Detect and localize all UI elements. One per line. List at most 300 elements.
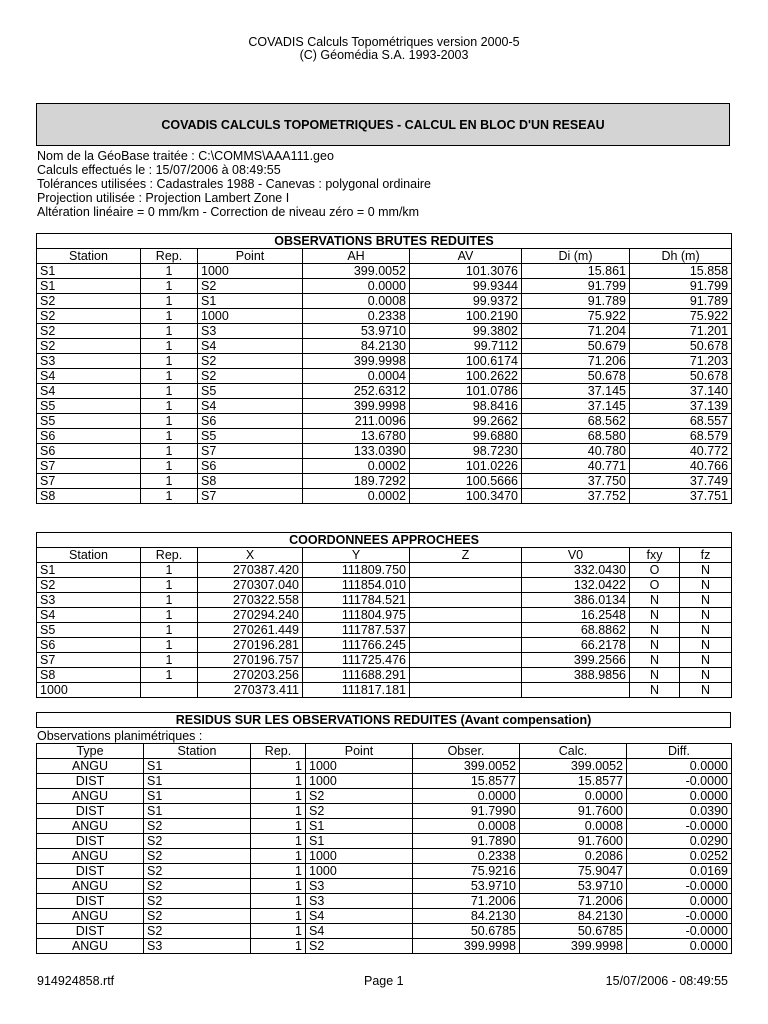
table-cell: S8 bbox=[198, 474, 303, 489]
table-cell: -0.0000 bbox=[627, 819, 732, 834]
table-cell: 91.789 bbox=[522, 294, 630, 309]
table-cell: 1 bbox=[251, 924, 306, 939]
table-cell: 1 bbox=[251, 819, 306, 834]
table-cell: 40.772 bbox=[630, 444, 732, 459]
coordinates-table-title: COORDONNEES APPROCHEES bbox=[37, 533, 732, 548]
table-cell: 1 bbox=[251, 879, 306, 894]
table-cell bbox=[410, 623, 522, 638]
col-point: Point bbox=[198, 249, 303, 264]
table-cell: 1 bbox=[251, 849, 306, 864]
table-cell: 71.2006 bbox=[413, 894, 520, 909]
table-cell: S1 bbox=[144, 804, 251, 819]
table-cell: S4 bbox=[37, 384, 141, 399]
table-cell: 37.145 bbox=[522, 399, 630, 414]
report-title: COVADIS CALCULS TOPOMETRIQUES - CALCUL EN BLOC D'UN RESEAU bbox=[161, 117, 605, 132]
table-cell: 91.7600 bbox=[520, 834, 627, 849]
table-cell: 40.771 bbox=[522, 459, 630, 474]
table-cell: 270373.411 bbox=[198, 683, 303, 698]
table-row bbox=[37, 924, 732, 939]
table-cell: 0.0002 bbox=[303, 459, 410, 474]
table-cell: 0.0008 bbox=[303, 294, 410, 309]
info-date: Calculs effectués le : 15/07/2006 à 08:49:55 bbox=[37, 163, 281, 177]
table-cell: 189.7292 bbox=[303, 474, 410, 489]
table-cell: N bbox=[630, 653, 680, 668]
table-cell: S2 bbox=[144, 879, 251, 894]
table-cell: ANGU bbox=[37, 819, 144, 834]
table-cell: 101.0226 bbox=[410, 459, 522, 474]
table-cell: N bbox=[680, 563, 732, 578]
table-cell: 100.2622 bbox=[410, 369, 522, 384]
table-cell: S1 bbox=[144, 759, 251, 774]
table-cell: 1 bbox=[141, 399, 198, 414]
table-cell: 0.0000 bbox=[627, 789, 732, 804]
table-cell: N bbox=[680, 653, 732, 668]
table-cell: 99.6880 bbox=[410, 429, 522, 444]
table-row bbox=[37, 459, 732, 474]
table-cell: 0.0252 bbox=[627, 849, 732, 864]
col-ah: AH bbox=[303, 249, 410, 264]
table-row bbox=[37, 894, 732, 909]
table-cell: 1 bbox=[141, 578, 198, 593]
table-cell: 68.562 bbox=[522, 414, 630, 429]
table-cell: O bbox=[630, 563, 680, 578]
table-row bbox=[37, 578, 732, 593]
table-cell: S2 bbox=[144, 849, 251, 864]
table-cell: N bbox=[630, 593, 680, 608]
table-cell: O bbox=[630, 578, 680, 593]
table-cell: S2 bbox=[144, 834, 251, 849]
table-cell bbox=[141, 683, 198, 698]
table-cell: S2 bbox=[198, 369, 303, 384]
table-cell: 91.7890 bbox=[413, 834, 520, 849]
document-header-title: COVADIS Calculs Topométriques version 2000-5 bbox=[248, 35, 520, 49]
table-cell: N bbox=[680, 668, 732, 683]
col-rep: Rep. bbox=[141, 548, 198, 563]
table-cell: 0.2086 bbox=[520, 849, 627, 864]
table-cell: S7 bbox=[37, 653, 141, 668]
table-cell: 91.7600 bbox=[520, 804, 627, 819]
table-cell: DIST bbox=[37, 804, 144, 819]
table-row bbox=[37, 429, 732, 444]
table-cell: 1000 bbox=[306, 774, 413, 789]
table-cell: 1 bbox=[141, 384, 198, 399]
table-cell: 50.678 bbox=[630, 369, 732, 384]
table-cell: 99.7112 bbox=[410, 339, 522, 354]
table-cell: S1 bbox=[144, 774, 251, 789]
table-row bbox=[37, 264, 732, 279]
col-calc: Calc. bbox=[520, 744, 627, 759]
table-cell: 0.0004 bbox=[303, 369, 410, 384]
table-cell: 399.9998 bbox=[413, 939, 520, 954]
table-cell: 1 bbox=[141, 444, 198, 459]
table-row bbox=[37, 593, 732, 608]
table-cell: S5 bbox=[198, 429, 303, 444]
table-cell: 1 bbox=[251, 864, 306, 879]
table-cell: -0.0000 bbox=[627, 909, 732, 924]
table-cell: 98.7230 bbox=[410, 444, 522, 459]
table-cell: 13.6780 bbox=[303, 429, 410, 444]
table-cell: S2 bbox=[144, 924, 251, 939]
table-cell: S2 bbox=[37, 339, 141, 354]
table-cell: N bbox=[630, 683, 680, 698]
table-cell: DIST bbox=[37, 924, 144, 939]
table-cell: 84.2130 bbox=[413, 909, 520, 924]
table-cell: ANGU bbox=[37, 759, 144, 774]
table-cell: 68.557 bbox=[630, 414, 732, 429]
table-cell: S7 bbox=[37, 474, 141, 489]
table-row bbox=[37, 668, 732, 683]
table-cell: 0.0000 bbox=[520, 789, 627, 804]
table-cell: 15.8577 bbox=[520, 774, 627, 789]
table-cell: 0.2338 bbox=[413, 849, 520, 864]
table-cell bbox=[410, 668, 522, 683]
table-cell: 91.789 bbox=[630, 294, 732, 309]
table-cell: 270294.240 bbox=[198, 608, 303, 623]
residuals-table bbox=[36, 743, 732, 954]
table-cell: ANGU bbox=[37, 909, 144, 924]
col-rep: Rep. bbox=[251, 744, 306, 759]
table-cell: 84.2130 bbox=[303, 339, 410, 354]
residuals-subtitle: Observations planimétriques : bbox=[37, 729, 203, 743]
observations-table bbox=[36, 233, 732, 504]
table-cell: 1 bbox=[141, 638, 198, 653]
table-cell: 40.780 bbox=[522, 444, 630, 459]
table-row bbox=[37, 849, 732, 864]
col-y: Y bbox=[303, 548, 410, 563]
table-cell: DIST bbox=[37, 894, 144, 909]
table-cell: 1 bbox=[141, 563, 198, 578]
table-cell: 270387.420 bbox=[198, 563, 303, 578]
col-diff: Diff. bbox=[627, 744, 732, 759]
col-station: Station bbox=[37, 548, 141, 563]
table-cell: S5 bbox=[37, 414, 141, 429]
table-cell: S1 bbox=[306, 819, 413, 834]
table-cell: 270322.558 bbox=[198, 593, 303, 608]
table-cell: 270196.757 bbox=[198, 653, 303, 668]
table-cell: 1 bbox=[141, 608, 198, 623]
table-cell: S1 bbox=[144, 789, 251, 804]
table-cell: S2 bbox=[144, 864, 251, 879]
table-cell: 37.145 bbox=[522, 384, 630, 399]
table-cell: 0.0002 bbox=[303, 489, 410, 504]
col-av: AV bbox=[410, 249, 522, 264]
table-cell: 1 bbox=[141, 414, 198, 429]
table-cell bbox=[410, 578, 522, 593]
info-tolerances: Tolérances utilisées : Cadastrales 1988 - Canevas : polygonal ordinaire bbox=[37, 177, 431, 191]
table-cell: 37.752 bbox=[522, 489, 630, 504]
table-cell: -0.0000 bbox=[627, 774, 732, 789]
col-di: Di (m) bbox=[522, 249, 630, 264]
table-cell: 75.922 bbox=[522, 309, 630, 324]
table-row bbox=[37, 909, 732, 924]
col-dh: Dh (m) bbox=[630, 249, 732, 264]
table-cell: S4 bbox=[37, 608, 141, 623]
footer-page-number: Page 1 bbox=[364, 974, 404, 988]
document-header-copyright: (C) Géomédia S.A. 1993-2003 bbox=[299, 48, 469, 62]
table-cell: S5 bbox=[37, 399, 141, 414]
table-cell: 68.580 bbox=[522, 429, 630, 444]
table-cell: S7 bbox=[198, 489, 303, 504]
table-cell: 40.766 bbox=[630, 459, 732, 474]
table-cell: 1 bbox=[141, 279, 198, 294]
coordinates-table bbox=[36, 532, 732, 698]
table-cell: N bbox=[680, 593, 732, 608]
residuals-title-table bbox=[36, 712, 731, 728]
table-cell: 50.6785 bbox=[413, 924, 520, 939]
table-cell: 1 bbox=[141, 429, 198, 444]
table-cell: 270261.449 bbox=[198, 623, 303, 638]
table-cell bbox=[522, 683, 630, 698]
table-cell: 0.0008 bbox=[413, 819, 520, 834]
col-rep: Rep. bbox=[141, 249, 198, 264]
table-cell: 16.2548 bbox=[522, 608, 630, 623]
table-cell: 99.2662 bbox=[410, 414, 522, 429]
table-cell: S2 bbox=[144, 819, 251, 834]
col-v0: V0 bbox=[522, 548, 630, 563]
table-cell: S4 bbox=[306, 924, 413, 939]
table-cell: 1 bbox=[141, 294, 198, 309]
table-cell: 71.204 bbox=[522, 324, 630, 339]
table-cell: 99.9344 bbox=[410, 279, 522, 294]
table-cell: 399.2566 bbox=[522, 653, 630, 668]
table-cell: 1 bbox=[141, 474, 198, 489]
table-row bbox=[37, 324, 732, 339]
table-cell: S6 bbox=[198, 414, 303, 429]
table-cell: S3 bbox=[306, 879, 413, 894]
table-cell: N bbox=[630, 668, 680, 683]
col-station: Station bbox=[144, 744, 251, 759]
table-cell: 1 bbox=[141, 668, 198, 683]
table-cell: 111688.291 bbox=[303, 668, 410, 683]
table-cell: 71.206 bbox=[522, 354, 630, 369]
table-cell: S2 bbox=[37, 578, 141, 593]
table-row bbox=[37, 474, 732, 489]
table-row bbox=[37, 638, 732, 653]
table-row bbox=[37, 563, 732, 578]
report-title-banner bbox=[36, 103, 730, 146]
table-cell: 1 bbox=[141, 324, 198, 339]
table-cell: 15.858 bbox=[630, 264, 732, 279]
table-cell: 1 bbox=[251, 939, 306, 954]
table-row bbox=[37, 369, 732, 384]
table-cell: N bbox=[630, 638, 680, 653]
table-cell: 53.9710 bbox=[303, 324, 410, 339]
table-cell: S2 bbox=[306, 804, 413, 819]
table-cell: S2 bbox=[198, 354, 303, 369]
table-cell: S5 bbox=[198, 384, 303, 399]
table-cell: 99.9372 bbox=[410, 294, 522, 309]
table-cell: DIST bbox=[37, 864, 144, 879]
table-cell: 111804.975 bbox=[303, 608, 410, 623]
table-cell: S4 bbox=[37, 369, 141, 384]
table-cell: 1 bbox=[141, 653, 198, 668]
col-fz: fz bbox=[680, 548, 732, 563]
table-cell: 399.9998 bbox=[303, 354, 410, 369]
table-cell: 1 bbox=[141, 369, 198, 384]
table-row bbox=[37, 414, 732, 429]
table-cell bbox=[410, 683, 522, 698]
table-row bbox=[37, 354, 732, 369]
table-cell: 1 bbox=[141, 354, 198, 369]
table-row bbox=[37, 608, 732, 623]
table-cell: 1 bbox=[141, 593, 198, 608]
table-row bbox=[37, 879, 732, 894]
table-cell: S2 bbox=[144, 894, 251, 909]
table-cell: 1 bbox=[251, 834, 306, 849]
table-cell: 15.8577 bbox=[413, 774, 520, 789]
table-cell: 211.0096 bbox=[303, 414, 410, 429]
calculation-info bbox=[37, 149, 431, 219]
table-cell: 1000 bbox=[306, 864, 413, 879]
table-row bbox=[37, 309, 732, 324]
table-cell: 1 bbox=[141, 264, 198, 279]
table-cell: S1 bbox=[37, 563, 141, 578]
table-cell: S1 bbox=[37, 264, 141, 279]
table-cell: -0.0000 bbox=[627, 924, 732, 939]
table-cell: 0.0000 bbox=[627, 759, 732, 774]
table-cell: 100.3470 bbox=[410, 489, 522, 504]
table-cell: 0.0290 bbox=[627, 834, 732, 849]
table-cell: 91.7990 bbox=[413, 804, 520, 819]
col-station: Station bbox=[37, 249, 141, 264]
table-cell: S1 bbox=[198, 294, 303, 309]
table-cell: 100.5666 bbox=[410, 474, 522, 489]
table-cell: 399.9998 bbox=[520, 939, 627, 954]
table-cell: N bbox=[630, 608, 680, 623]
table-cell: 53.9710 bbox=[520, 879, 627, 894]
table-cell: 98.8416 bbox=[410, 399, 522, 414]
table-cell: 53.9710 bbox=[413, 879, 520, 894]
table-cell: 1 bbox=[141, 489, 198, 504]
footer-datetime: 15/07/2006 - 08:49:55 bbox=[605, 974, 728, 988]
table-cell: S1 bbox=[37, 279, 141, 294]
table-cell: ANGU bbox=[37, 879, 144, 894]
table-cell: 111817.181 bbox=[303, 683, 410, 698]
table-cell: 37.751 bbox=[630, 489, 732, 504]
table-cell: S2 bbox=[37, 294, 141, 309]
table-cell: 84.2130 bbox=[520, 909, 627, 924]
table-cell: S2 bbox=[306, 939, 413, 954]
table-cell: N bbox=[680, 623, 732, 638]
table-cell bbox=[410, 563, 522, 578]
table-cell: 399.0052 bbox=[413, 759, 520, 774]
table-row bbox=[37, 444, 732, 459]
table-cell: S1 bbox=[306, 834, 413, 849]
table-cell: 50.6785 bbox=[520, 924, 627, 939]
table-cell: S2 bbox=[198, 279, 303, 294]
table-cell: 1 bbox=[141, 623, 198, 638]
table-cell: 99.3802 bbox=[410, 324, 522, 339]
table-cell: 111787.537 bbox=[303, 623, 410, 638]
table-cell: 0.2338 bbox=[303, 309, 410, 324]
table-cell: DIST bbox=[37, 774, 144, 789]
observations-table-title: OBSERVATIONS BRUTES REDUITES bbox=[37, 234, 732, 249]
table-cell: 71.201 bbox=[630, 324, 732, 339]
table-cell bbox=[410, 593, 522, 608]
table-row bbox=[37, 864, 732, 879]
table-row bbox=[37, 399, 732, 414]
table-cell: 1 bbox=[251, 789, 306, 804]
table-row bbox=[37, 759, 732, 774]
table-cell: 399.9998 bbox=[303, 399, 410, 414]
table-cell bbox=[410, 653, 522, 668]
table-cell: S6 bbox=[37, 444, 141, 459]
table-cell: S4 bbox=[198, 399, 303, 414]
table-cell: S6 bbox=[198, 459, 303, 474]
table-cell: 37.140 bbox=[630, 384, 732, 399]
table-cell: 1 bbox=[251, 774, 306, 789]
table-cell: 0.0008 bbox=[520, 819, 627, 834]
table-row bbox=[37, 294, 732, 309]
table-row bbox=[37, 819, 732, 834]
table-row bbox=[37, 653, 732, 668]
table-cell: S8 bbox=[37, 489, 141, 504]
table-cell: 68.8862 bbox=[522, 623, 630, 638]
info-alteration: Altération linéaire = 0 mm/km - Correction de niveau zéro = 0 mm/km bbox=[37, 205, 420, 219]
table-cell: 1 bbox=[251, 909, 306, 924]
table-cell: 0.0000 bbox=[627, 939, 732, 954]
table-cell: 91.799 bbox=[522, 279, 630, 294]
table-cell: S3 bbox=[37, 593, 141, 608]
table-cell: S4 bbox=[306, 909, 413, 924]
table-cell: 1 bbox=[141, 459, 198, 474]
table-cell: -0.0000 bbox=[627, 879, 732, 894]
table-cell: 1 bbox=[141, 339, 198, 354]
table-cell: 270307.040 bbox=[198, 578, 303, 593]
table-cell: 1000 bbox=[198, 264, 303, 279]
table-cell: S4 bbox=[198, 339, 303, 354]
table-cell: 37.139 bbox=[630, 399, 732, 414]
table-cell: S5 bbox=[37, 623, 141, 638]
table-row bbox=[37, 804, 732, 819]
table-cell: 75.9216 bbox=[413, 864, 520, 879]
col-x: X bbox=[198, 548, 303, 563]
table-cell: 50.678 bbox=[630, 339, 732, 354]
table-row bbox=[37, 683, 732, 698]
table-row bbox=[37, 339, 732, 354]
table-cell: 75.922 bbox=[630, 309, 732, 324]
table-cell: 1 bbox=[251, 894, 306, 909]
table-row bbox=[37, 789, 732, 804]
table-cell: 101.0786 bbox=[410, 384, 522, 399]
table-cell: 332.0430 bbox=[522, 563, 630, 578]
table-cell: 399.0052 bbox=[303, 264, 410, 279]
info-geobase: Nom de la GéoBase traitée : C:\COMMS\AAA111.geo bbox=[37, 149, 334, 163]
table-cell: ANGU bbox=[37, 939, 144, 954]
table-cell: 37.750 bbox=[522, 474, 630, 489]
table-cell: 111809.750 bbox=[303, 563, 410, 578]
table-cell: N bbox=[630, 623, 680, 638]
info-projection: Projection utilisée : Projection Lambert Zone I bbox=[37, 191, 290, 205]
table-cell: 111854.010 bbox=[303, 578, 410, 593]
table-cell: 1 bbox=[141, 309, 198, 324]
table-row bbox=[37, 939, 732, 954]
table-cell: 0.0000 bbox=[627, 894, 732, 909]
table-cell: 270196.281 bbox=[198, 638, 303, 653]
table-cell: 100.2190 bbox=[410, 309, 522, 324]
table-cell: S3 bbox=[306, 894, 413, 909]
table-cell: S2 bbox=[144, 909, 251, 924]
table-cell bbox=[410, 608, 522, 623]
table-cell: 1000 bbox=[306, 849, 413, 864]
table-cell bbox=[410, 638, 522, 653]
residuals-table-title: RESIDUS SUR LES OBSERVATIONS REDUITES (Avant compensation) bbox=[37, 713, 731, 728]
table-cell: 111725.476 bbox=[303, 653, 410, 668]
table-cell: S3 bbox=[37, 354, 141, 369]
table-cell: 68.579 bbox=[630, 429, 732, 444]
table-cell: 399.0052 bbox=[520, 759, 627, 774]
table-cell: 1000 bbox=[306, 759, 413, 774]
